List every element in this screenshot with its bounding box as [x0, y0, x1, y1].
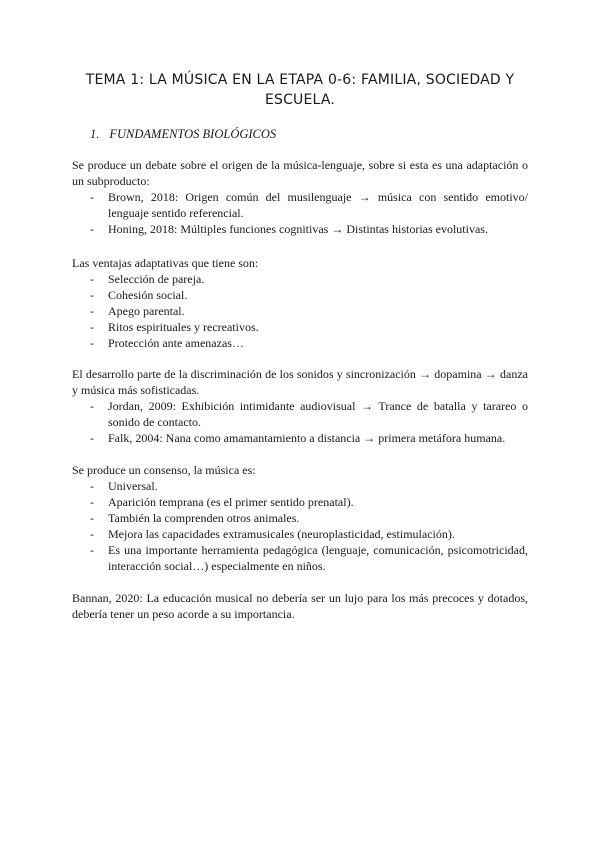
- paragraph-development: El desarrollo parte de la discriminación de los sonidos y sincronización → dopamina → danza y música más sofisticadas.: [72, 367, 528, 397]
- section-number: 1.: [90, 127, 100, 141]
- paragraph-bannan: Bannan, 2020: La educación musical no debería ser un lujo para los más precoces y dotados, debería tener un peso acorde a su importancia.: [72, 591, 528, 621]
- list-item: - Jordan, 2009: Exhibición intimidante audiovisual → Trance de batalla y tarareo o sonido de contacto.: [90, 398, 528, 430]
- list-development: [90, 398, 528, 446]
- paragraph-consensus: Se produce un consenso, la música es:: [72, 463, 256, 477]
- list-item: - Protección ante amenazas…: [90, 335, 528, 351]
- paragraph-adaptive-advantages: Las ventajas adaptativas que tiene son:: [72, 256, 259, 270]
- list-origin-debate: [90, 189, 528, 237]
- page-title: TEMA 1: LA MÚSICA EN LA ETAPA 0-6: FAMILIA, SOCIEDAD Y ESCUELA.: [85, 72, 515, 108]
- list-item: - También la comprenden otros animales.: [90, 510, 528, 526]
- list-adaptive-advantages: [90, 271, 528, 351]
- list-item: - Aparición temprana (es el primer sentido prenatal).: [90, 494, 528, 510]
- list-item: - Selección de pareja.: [90, 271, 528, 287]
- list-item: - Ritos espirituales y recreativos.: [90, 319, 528, 335]
- list-item: - Universal.: [90, 478, 528, 494]
- list-item: - Cohesión social.: [90, 287, 528, 303]
- list-item: - Falk, 2004: Nana como amamantamiento a distancia → primera metáfora humana.: [90, 430, 528, 446]
- section-heading: [90, 127, 276, 142]
- paragraph-origin-debate: Se produce un debate sobre el origen de la música-lenguaje, sobre si esta es una adaptación o un subproducto:: [72, 158, 528, 188]
- list-item: - Mejora las capacidades extramusicales (neuroplasticidad, estimulación).: [90, 526, 528, 542]
- list-consensus: [90, 478, 528, 574]
- list-item: - Honing, 2018: Múltiples funciones cognitivas → Distintas historias evolutivas.: [90, 221, 528, 237]
- section-heading-text: FUNDAMENTOS BIOLÓGICOS: [109, 127, 277, 141]
- list-item: - Es una importante herramienta pedagógica (lenguaje, comunicación, psicomotricidad, interacción social…) especialmente en niños.: [90, 542, 528, 574]
- list-item: - Brown, 2018: Origen común del musilenguaje → música con sentido emotivo/ lenguaje sentido referencial.: [90, 189, 528, 221]
- list-item: - Apego parental.: [90, 303, 528, 319]
